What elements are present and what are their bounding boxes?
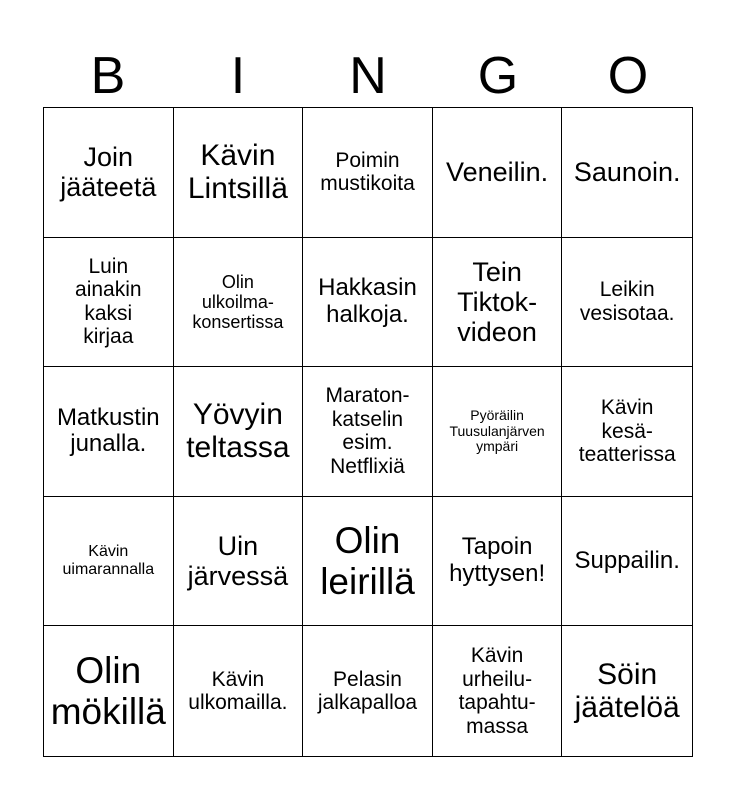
- bingo-cell[interactable]: Hakkasin halkoja.: [303, 238, 433, 368]
- bingo-cell[interactable]: Luin ainakin kaksi kirjaa: [44, 238, 174, 368]
- bingo-cell[interactable]: Yövyin teltassa: [174, 367, 304, 497]
- header-letter-i: I: [230, 47, 246, 105]
- bingo-board: [43, 107, 693, 757]
- bingo-cell[interactable]: Suppailin.: [562, 497, 692, 627]
- bingo-cell[interactable]: Söin jäätelöä: [574, 657, 680, 725]
- bingo-cell[interactable]: Kävin Lintsillä: [174, 108, 304, 238]
- bingo-cell[interactable]: Leikin vesisotaa.: [562, 238, 692, 368]
- header-letter-b: B: [90, 47, 126, 105]
- bingo-cell[interactable]: Olin ulkoilma- konsertissa: [174, 238, 304, 368]
- bingo-cell[interactable]: Kävin kesä- teatterissa: [562, 367, 692, 497]
- header-letter-n: N: [349, 47, 387, 105]
- bingo-cell[interactable]: Maraton- katselin esim. Netflixiä: [303, 367, 433, 497]
- bingo-cell[interactable]: Tapoin hyttysen!: [433, 497, 563, 627]
- bingo-cell[interactable]: Kävin urheilu- tapahtu- massa: [433, 626, 563, 756]
- bingo-cell[interactable]: Olin mökillä: [44, 626, 174, 756]
- bingo-cell[interactable]: Veneilin.: [433, 108, 563, 238]
- bingo-header: [43, 44, 693, 108]
- bingo-cell[interactable]: Join jääteetä: [44, 108, 174, 238]
- bingo-cell[interactable]: Poimin mustikoita: [303, 108, 433, 238]
- bingo-cell[interactable]: Kävin ulkomailla.: [174, 626, 304, 756]
- bingo-cell[interactable]: Pyöräilin Tuusulanjärven ympäri: [433, 367, 563, 497]
- bingo-cell[interactable]: Pelasin jalkapalloa: [303, 626, 433, 756]
- bingo-cell[interactable]: Matkustin junalla.: [44, 367, 174, 497]
- header-letter-g: G: [477, 47, 519, 105]
- bingo-cell[interactable]: Olin leirillä: [303, 497, 433, 627]
- bingo-cell[interactable]: Tein Tiktok- videon: [433, 238, 563, 368]
- bingo-cell[interactable]: Kävin uimarannalla: [44, 497, 174, 627]
- header-letter-o: O: [607, 47, 649, 105]
- bingo-cell[interactable]: Saunoin.: [562, 108, 692, 238]
- bingo-cell[interactable]: Uin järvessä: [174, 497, 304, 627]
